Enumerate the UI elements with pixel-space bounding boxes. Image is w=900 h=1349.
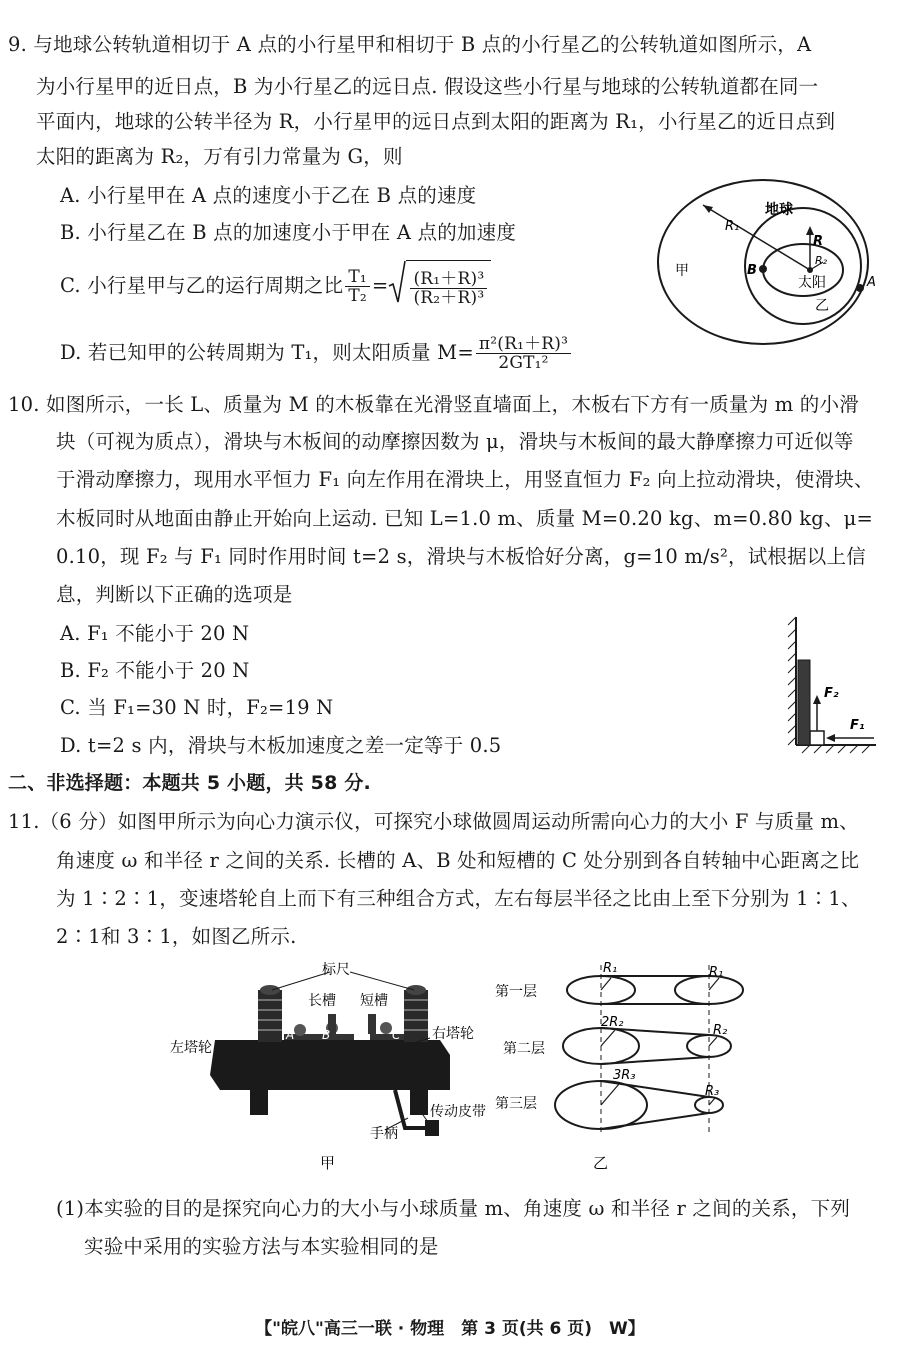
label-right-tower-wheel: 右塔轮 <box>432 1026 474 1042</box>
label-left-tower-wheel: 左塔轮 <box>170 1040 212 1056</box>
q10-line2: 块（可视为质点），滑块与木板间的动摩擦因数为 μ，滑块与木板间的最大静摩擦力可近似等 <box>56 430 854 453</box>
label-layer-2: 第二层 <box>503 1041 545 1057</box>
q9-line2: 为小行星甲的近日点，B 为小行星乙的远日点. 假设这些小行星与地球的公转轨道都在同一 <box>36 75 819 98</box>
label-b: B <box>747 263 757 278</box>
caption-yi: 乙 <box>593 1154 609 1172</box>
q9-line1: 9. 与地球公转轨道相切于 A 点的小行星甲和相切于 B 点的小行星乙的公转轨道如图所示，A <box>8 33 812 56</box>
q10-line1: 10. 如图所示，一长 L、质量为 M 的木板靠在光滑竖直墙面上，木板右下方有一质量为 m 的小滑 <box>8 393 859 416</box>
q9-option-c-text: C. 小行星甲与乙的运行周期之比 <box>60 274 344 297</box>
q9-option-d <box>60 328 573 378</box>
label-r: R <box>813 234 824 249</box>
sqrt-expression <box>388 260 491 313</box>
q9-option-b: B. 小行星乙在 B 点的加速度小于甲在 A 点的加速度 <box>60 221 517 244</box>
label-handle: 手柄 <box>370 1126 398 1142</box>
apparatus-figure-jia <box>160 960 486 1180</box>
label-jia: 甲 <box>675 263 689 279</box>
label-f2: F₂ <box>824 686 839 701</box>
q10-option-c: C. 当 F₁=30 N 时，F₂=19 N <box>60 696 334 719</box>
q10-line4: 木板同时从地面由静止开始向上运动. 已知 L=1.0 m、质量 M=0.20 kg、m=0.80 kg、μ= <box>56 507 874 530</box>
sun-mass-formula <box>476 335 571 372</box>
q11-line4: 2∶1和 3∶1，如图乙所示. <box>56 925 297 948</box>
label-l2-right: R₂ <box>713 1023 728 1038</box>
label-l3-left: 3R₃ <box>613 1068 636 1083</box>
label-groove-a: A <box>286 1028 295 1042</box>
q9-line3: 平面内，地球的公转半径为 R，小行星甲的远日点到太阳的距离为 R₁，小行星乙的近日点到 <box>36 110 836 133</box>
label-f1: F₁ <box>850 718 865 733</box>
label-short-groove: 短槽 <box>360 993 388 1009</box>
q11-sub1-line2: 实验中采用的实验方法与本实验相同的是 <box>84 1235 439 1258</box>
q10-option-d: D. t=2 s 内，滑块与木板加速度之差一定等于 0.5 <box>60 734 502 757</box>
label-r1: R₁ <box>725 219 740 234</box>
q11-line1: 11.（6 分）如图甲所示为向心力演示仪，可探究小球做圆周运动所需向心力的大小 F 与质量 m、 <box>8 810 859 833</box>
point-b-dot <box>759 265 767 273</box>
q11-line2: 角速度 ω 和半径 r 之间的关系. 长槽的 A、B 处和短槽的 C 处分别到各自转轴中心距离之比 <box>56 849 860 872</box>
q10-line5: 0.10，现 F₂ 与 F₁ 同时作用时间 t=2 s，滑块与木板恰好分离，g=10 m/s²，试根据以上信 <box>56 545 866 568</box>
q9-line4: 太阳的距离为 R₂，万有引力常量为 G，则 <box>36 145 403 168</box>
label-drive-belt: 传动皮带 <box>430 1104 486 1120</box>
ratio-numerator: T₁ <box>345 268 370 287</box>
mass-numerator: π²(R₁＋R)³ <box>476 335 571 354</box>
ratio-denominator: T₂ <box>348 286 367 306</box>
label-ruler: 标尺 <box>322 962 350 978</box>
section-two-heading: 二、非选择题：本题共 5 小题，共 58 分. <box>8 772 371 794</box>
point-a-dot <box>856 284 864 292</box>
board-block-diagram <box>788 615 878 755</box>
q10-line6: 息，判断以下正确的选项是 <box>56 583 293 606</box>
equals-sign: = <box>371 274 389 297</box>
label-l1-right: R₁ <box>709 965 724 980</box>
right-column <box>404 990 428 1042</box>
page-footer: 【"皖八"高三一联 · 物理 第 3 页(共 6 页) W】 <box>255 1319 645 1339</box>
label-l2-left: 2R₂ <box>601 1015 624 1030</box>
label-layer-3: 第三层 <box>495 1096 537 1112</box>
sqrt-numerator: (R₁＋R)³ <box>410 270 487 289</box>
q11-line3: 为 1∶2∶1，变速塔轮自上而下有三种组合方式，左右每层半径之比由上至下分别为 1∶1、 <box>56 887 861 910</box>
caption-jia: 甲 <box>320 1154 336 1172</box>
orbit-diagram <box>655 170 890 350</box>
mass-denominator: 2GT₁² <box>498 353 549 373</box>
label-r2: R₂ <box>815 254 828 267</box>
q9-option-c <box>60 260 491 310</box>
q10-option-a: A. F₁ 不能小于 20 N <box>60 622 250 645</box>
q9-option-d-text: D. 若已知甲的公转周期为 T₁，则太阳质量 M= <box>60 341 474 364</box>
label-a: A <box>867 275 876 290</box>
q9-option-a: A. 小行星甲在 A 点的速度小于乙在 B 点的速度 <box>60 184 477 207</box>
q10-line3: 于滑动摩擦力，现用水平恒力 F₁ 向左作用在滑块上，用竖直恒力 F₂ 向上拉动滑块，使滑块、 <box>56 468 874 491</box>
label-groove-b: B <box>322 1028 331 1042</box>
label-l3-right: R₃ <box>705 1084 720 1099</box>
left-column <box>258 990 282 1042</box>
tower-wheel-figure-yi <box>495 960 755 1180</box>
block <box>810 731 824 745</box>
label-yi: 乙 <box>815 298 829 314</box>
q9-period-ratio <box>345 268 370 305</box>
apparatus-base <box>210 1040 450 1090</box>
label-l1-left: R₁ <box>603 961 618 976</box>
label-layer-1: 第一层 <box>495 984 537 1000</box>
label-sun: 太阳 <box>798 275 826 291</box>
sqrt-denominator: (R₂＋R)³ <box>413 288 485 308</box>
q10-option-b: B. F₂ 不能小于 20 N <box>60 659 250 682</box>
sun-dot <box>807 267 813 273</box>
radical-sign-icon <box>388 260 406 304</box>
label-long-groove: 长槽 <box>308 993 336 1009</box>
orbit-jia <box>658 180 868 344</box>
label-groove-c: C <box>392 1028 401 1042</box>
q11-sub1-line1: (1)本实验的目的是探究向心力的大小与小球质量 m、角速度 ω 和半径 r 之间的关系，下列 <box>56 1197 851 1220</box>
label-earth: 地球 <box>765 202 793 218</box>
board <box>798 660 810 745</box>
